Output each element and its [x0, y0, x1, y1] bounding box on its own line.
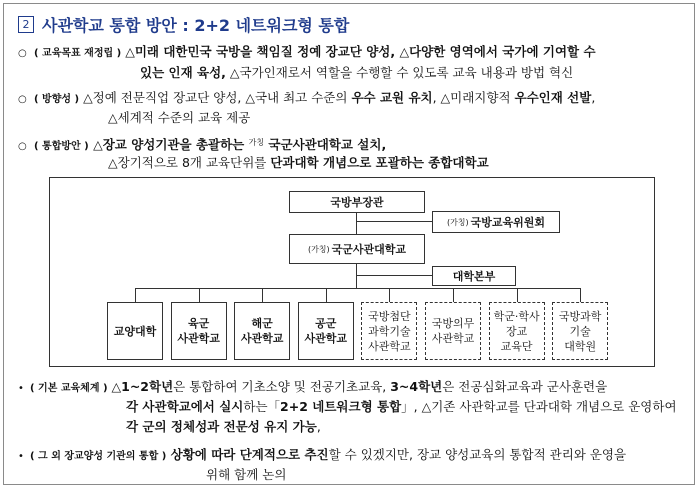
system-text-3: 은 전공심화교육과 군사훈련을	[442, 379, 608, 394]
plan-line2-normal: △장기적으로 8개 교육단위를	[108, 155, 271, 170]
plan-tag: ( 통합방안 )	[34, 141, 89, 152]
system-bold-1: 1~2학년	[121, 379, 174, 394]
dot-bullet-icon: •	[18, 451, 24, 462]
goal-line2-bold: 있는 인재 육성,	[140, 65, 226, 80]
connector-line	[356, 221, 432, 222]
committee-prefix: (가칭)	[446, 217, 469, 227]
direction-tag: ( 방향성 )	[34, 94, 80, 105]
unit-connector-line	[262, 288, 263, 302]
unit-connector-line	[517, 288, 518, 302]
direction-text-3: ,	[591, 90, 596, 105]
direction-line2: △세계적 수준의 교육 제공	[108, 110, 251, 125]
others-line2: 위해 함께 논의	[206, 467, 287, 482]
unit-box-0: 교양대학	[107, 302, 163, 360]
others-paragraph	[18, 445, 626, 467]
unit-box-6: 학군·학사 장교 교육단	[489, 302, 545, 360]
unit-connector-line	[326, 288, 327, 302]
system-line3	[126, 417, 321, 437]
org-chart	[49, 177, 655, 367]
unit-box-5: 국방의무 사관학교	[425, 302, 481, 360]
document-page	[3, 3, 695, 485]
plan-line2	[108, 153, 489, 173]
goal-paragraph	[18, 42, 596, 64]
goal-line2-normal: △국가인재로서 역할을 수행할 수 있도록 교육 내용과 방법 혁신	[225, 65, 574, 80]
bus-line	[135, 288, 581, 289]
others-text: 할 수 있겠지만, 장교 양성교육의 통합적 관리와 운영을	[328, 447, 627, 462]
direction-paragraph	[18, 88, 595, 110]
plan-bold-2: 국군사관대학교 설치,	[264, 137, 387, 152]
circle-bullet-icon: ○	[18, 141, 27, 152]
unit-connector-line	[580, 288, 581, 302]
system-bold-2: 3~4학년	[390, 379, 443, 394]
direction-bold-1: 우수 교원 유치	[351, 90, 433, 105]
direction-text-2: , △미래지향적	[432, 90, 515, 105]
plan-sup: 가칭	[248, 138, 265, 147]
unit-box-7: 국방과학 기술 대학원	[552, 302, 608, 360]
circle-bullet-icon: ○	[18, 48, 27, 59]
plan-line2-bold: 단과대학 개념으로 포괄하는 종합대학교	[270, 155, 489, 170]
university-box	[289, 234, 425, 264]
section-number-box: 2	[18, 16, 34, 33]
system-text-6: ,	[316, 419, 321, 434]
connector-line	[356, 275, 432, 276]
section-title	[18, 13, 349, 36]
committee-label: 국방교육위원회	[470, 215, 546, 229]
goal-line2	[140, 63, 573, 83]
system-text-2: 은 통합하여 기초소양 및 전공기초교육,	[173, 379, 391, 394]
university-prefix: (가칭)	[307, 244, 330, 254]
connector-line	[356, 213, 357, 234]
unit-box-4: 국방첨단 과학기술 사관학교	[361, 302, 417, 360]
plan-bold-1: △장교 양성기관을 총괄하는	[88, 137, 249, 152]
unit-connector-line	[453, 288, 454, 302]
goal-tag: ( 교육목표 재정립 )	[34, 48, 122, 59]
direction-bold-2: 우수인재 선발	[514, 90, 592, 105]
system-tag: ( 기본 교육체계 )	[30, 383, 108, 394]
unit-connector-line	[135, 288, 136, 302]
system-text-4: 하는「	[243, 399, 281, 414]
hq-box: 대학본부	[432, 266, 516, 286]
others-tag: ( 그 외 장교양성 기관의 통합 )	[30, 451, 167, 462]
system-text-1: △	[107, 379, 122, 394]
minister-box: 국방부장관	[289, 191, 425, 213]
unit-box-3: 공군 사관학교	[298, 302, 354, 360]
system-text-5: 」, △기존 사관학교를 단과대학 개념으로 운영하여	[401, 399, 677, 414]
system-line2	[126, 397, 677, 417]
goal-line1: △미래 대한민국 국방을 책임질 정예 장교단 양성, △다양한 영역에서 국가에 기여할 수	[125, 44, 596, 59]
circle-bullet-icon: ○	[18, 94, 27, 105]
unit-connector-line	[389, 288, 390, 302]
system-paragraph	[18, 377, 607, 399]
connector-line	[356, 264, 357, 288]
system-bold-3: 각 사관학교에서 실시	[126, 399, 244, 414]
dot-bullet-icon: •	[18, 383, 24, 394]
committee-box	[432, 211, 560, 233]
university-label: 국군사관대학교	[331, 242, 407, 256]
direction-text-1: △정예 전문직업 장교단 양성, △국내 최고 수준의	[79, 90, 352, 105]
others-bold: 상황에 따라 단계적으로 추진	[166, 447, 329, 462]
system-bold-5: 각 군의 정체성과 전문성 유지 가능	[126, 419, 317, 434]
unit-connector-line	[199, 288, 200, 302]
section-title-text: 사관학교 통합 방안 : 2+2 네트워크형 통합	[42, 16, 350, 35]
unit-box-2: 해군 사관학교	[234, 302, 290, 360]
system-bold-4: 2+2 네트워크형 통합	[280, 399, 402, 414]
unit-box-1: 육군 사관학교	[171, 302, 227, 360]
